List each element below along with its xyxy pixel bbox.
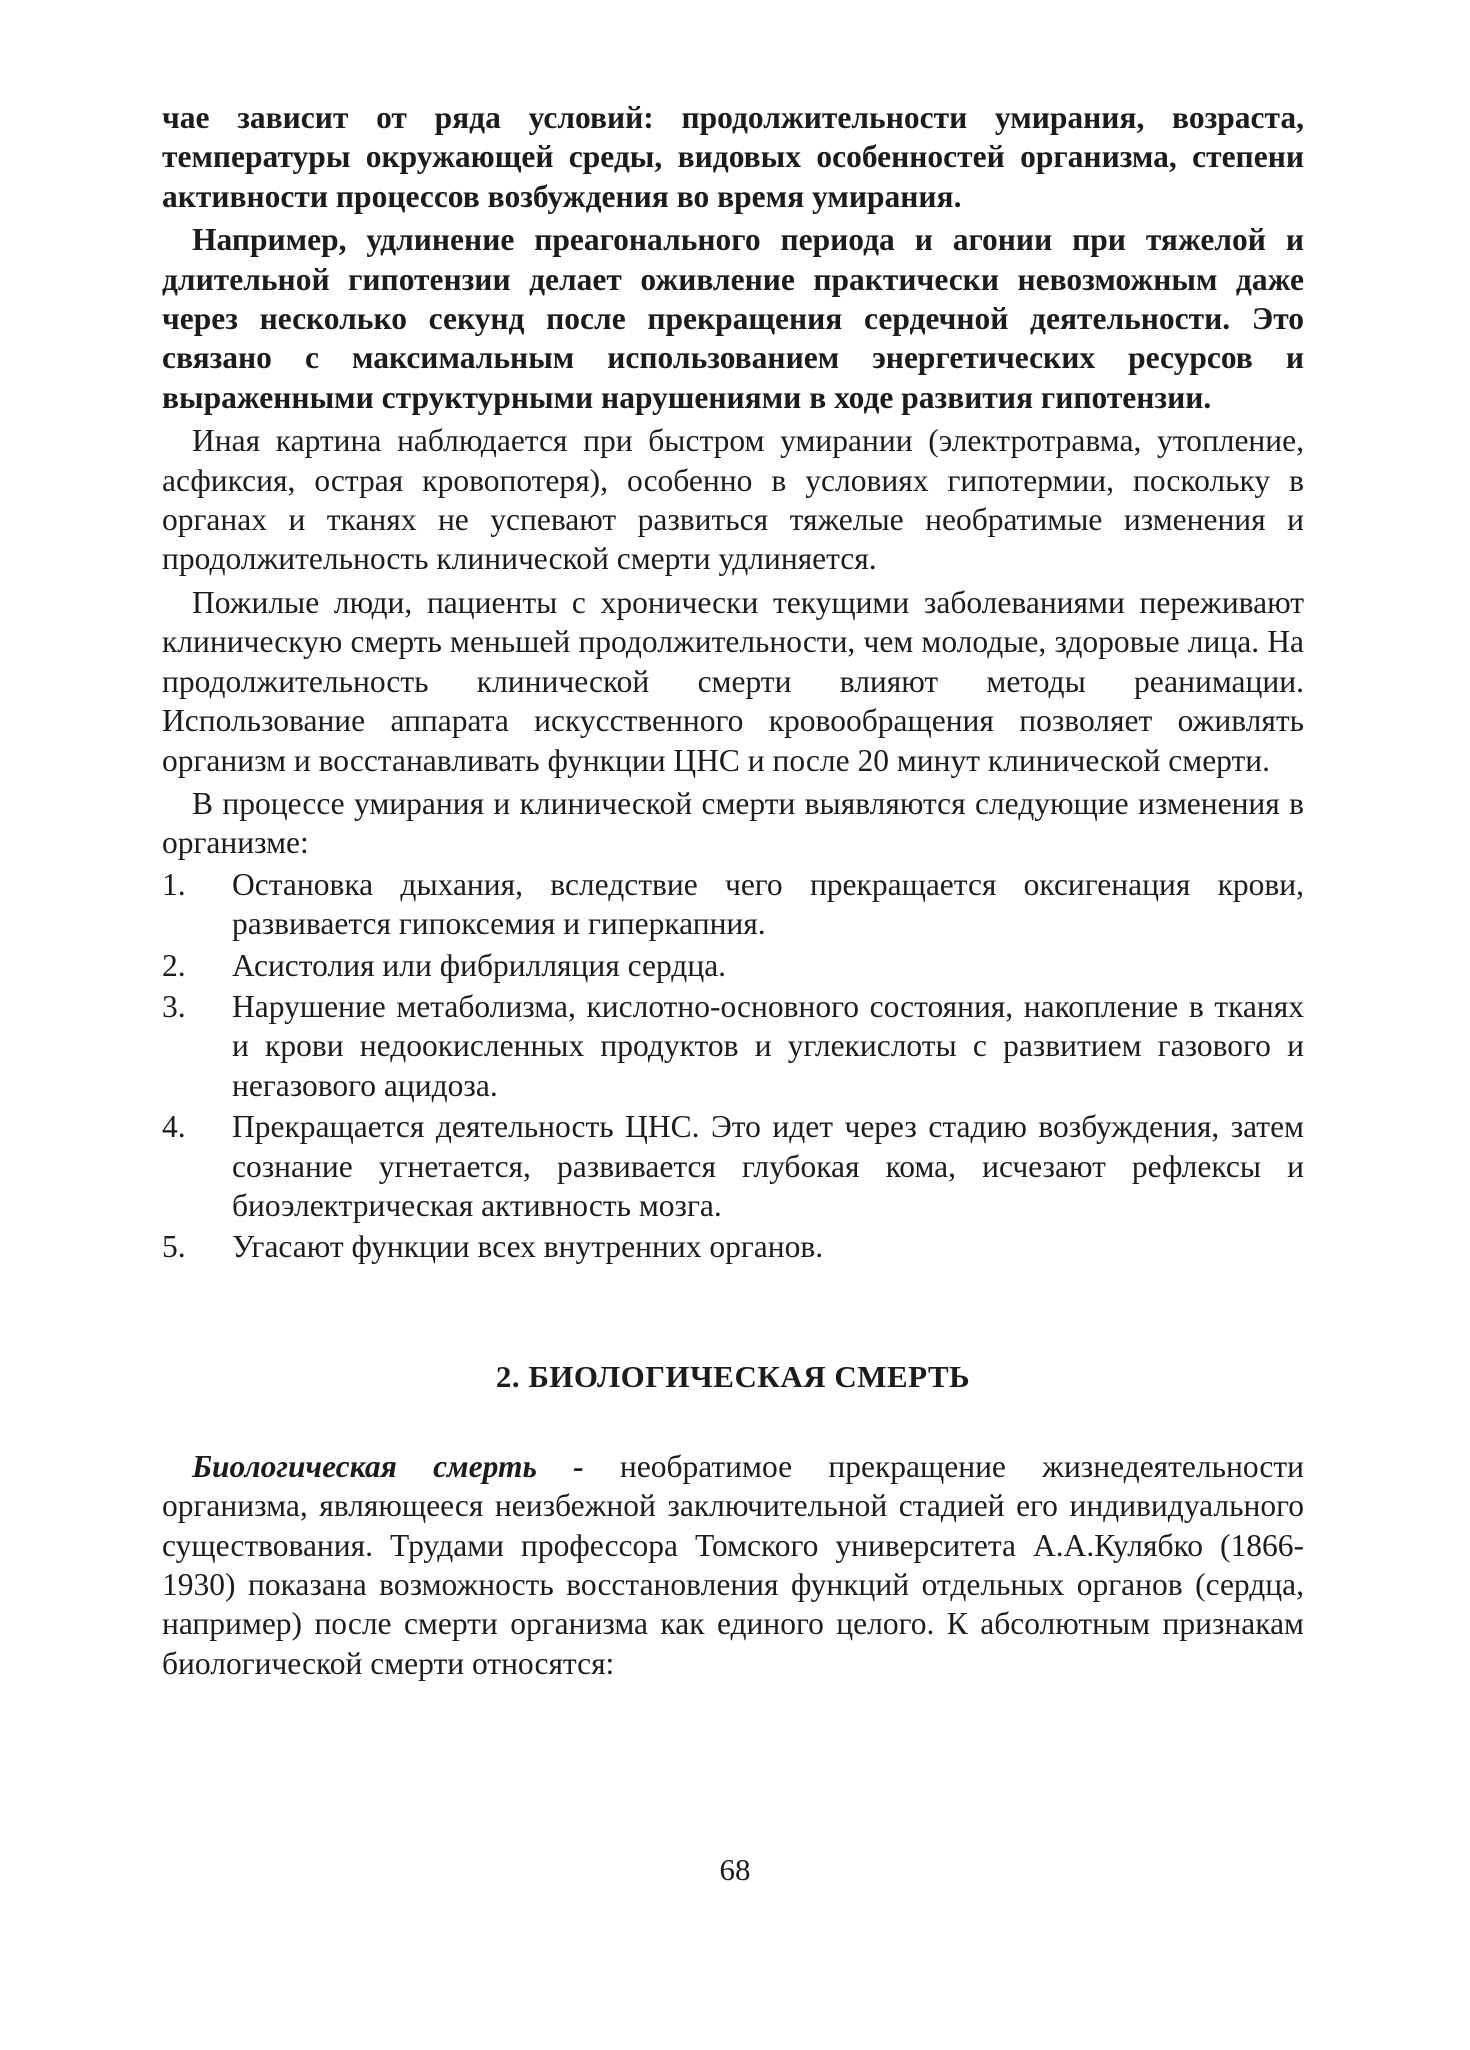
list-item-text: Остановка дыхания, вследствие чего прекращается оксигенация крови, развивается гипоксемия и гиперкапния.: [232, 866, 1304, 942]
list-item-text: Нарушение метаболизма, кислотно-основного состояния, накопление в тканях и крови недоокисленных продуктов и углекислоты с развитием газового и негазового ацидоза.: [232, 988, 1304, 1103]
list-item-number: 4.: [162, 1109, 186, 1145]
list-item-text: Асистолия или фибрилляция сердца.: [232, 947, 727, 983]
bio-death-term: Биологическая смерть -: [192, 1448, 584, 1484]
list-item-text: Угасают функции всех внутренних органов.: [232, 1229, 824, 1265]
example-paragraph: [162, 220, 1304, 417]
example-paragraph-rest: Это связано с максимальным использованием энергетических ресурсов и выраженными структурными нарушениями в ходе развития гипотензии.: [162, 301, 1305, 415]
example-paragraph-bold: Например, удлинение преагонального периода и агонии при тяжелой и длительной гипотензии делает оживление практически невозможным даже через несколько секунд после прекращения сердечной деятельности.: [162, 222, 1304, 337]
page-number: 68: [719, 1852, 751, 1887]
paragraph-elderly: Пожилые люди, пациенты с хронически текущими заболеваниями переживают клиническую смерть меньшей продолжительности, чем молодые, здоровые лица. На продолжительность клинической смерти влияют методы реанимации. Использование аппарата искусственного кровообращения позволяет оживлять организм и восстанавливать функции ЦНС и после 20 минут клинической смерти.: [162, 584, 1304, 778]
list-item-text: Прекращается деятельность ЦНС. Это идет через стадию возбуждения, затем сознание угнетается, развивается глубокая кома, исчезают рефлексы и биоэлектрическая активность мозга.: [232, 1109, 1304, 1223]
list-item-number: 2.: [162, 947, 186, 983]
list-item: [162, 865, 1304, 944]
section-heading: 2. БИОЛОГИЧЕСКАЯ СМЕРТЬ: [495, 1358, 971, 1394]
bio-death-paragraph: [162, 1447, 1304, 1683]
changes-list: [162, 865, 1304, 1267]
bio-death-text: необратимое прекращение жизнедеятельности организма, являющееся неизбежной заключительной стадией его индивидуального существования. Трудами профессора Томского университета А.А.Кулябко (1866-1930) показана возможность восстановления функций отдельных органов (сердца, например) после смерти организма как единого целого. К абсолютным признакам биологической смерти относятся:: [162, 1448, 1304, 1681]
list-item: [162, 987, 1304, 1105]
list-item-number: 5.: [162, 1229, 186, 1265]
list-item: [162, 1107, 1304, 1225]
paragraph-fast-dying: Иная картина наблюдается при быстром умирании (электротравма, утопление, асфиксия, острая кровопотеря), особенно в условиях гипотермии, поскольку в органах и тканях не успевают развиться тяжелые необратимые изменения и продолжительность клинической смерти удлиняется.: [162, 423, 1304, 577]
document-page: [162, 98, 1304, 1683]
list-item-number: 3.: [162, 988, 186, 1024]
list-item: [162, 1227, 1304, 1266]
list-item-number: 1.: [162, 866, 186, 902]
paragraph-changes-intro: В процессе умирания и клинической смерти выявляются следующие изменения в организме:: [162, 785, 1304, 861]
intro-paragraph: чае зависит от ряда условий: продолжительности умирания, возраста, температуры окружающей среды, видовых особенностей организма, степени активности процессов возбуждения во время умирания.: [162, 100, 1304, 214]
list-item: [162, 946, 1304, 985]
